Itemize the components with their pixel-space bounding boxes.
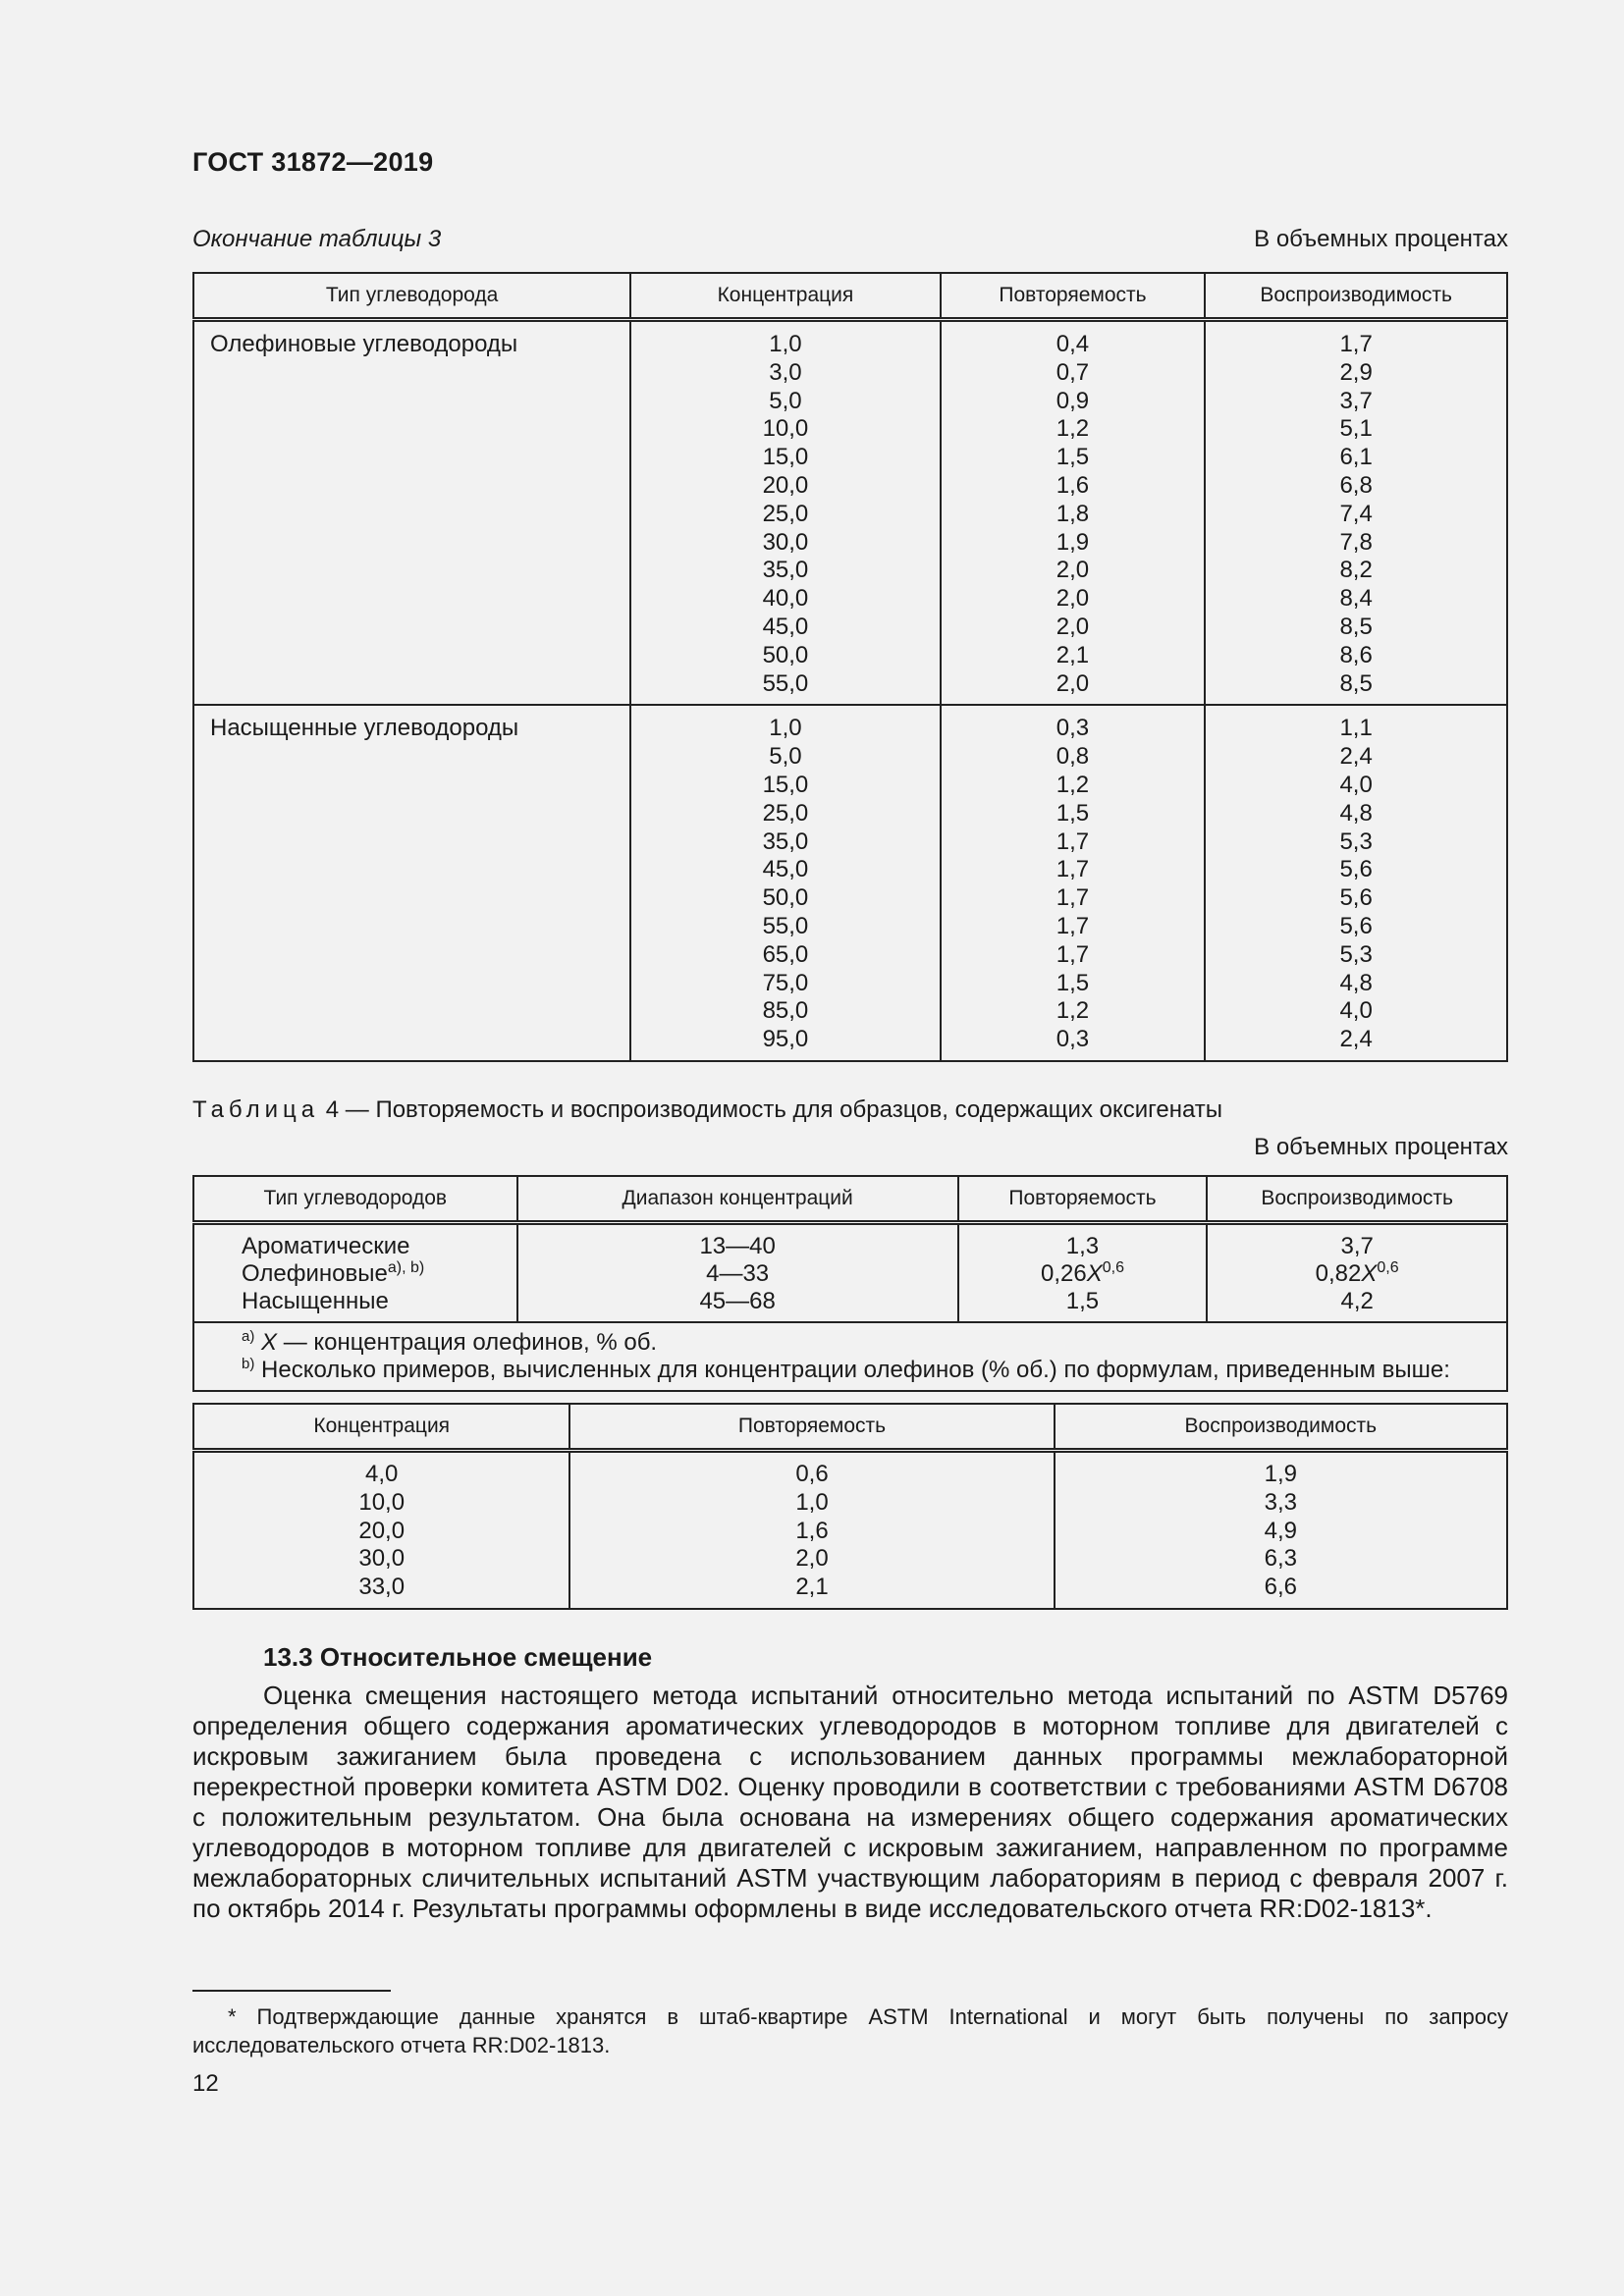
value-cell: 55,0	[762, 669, 809, 697]
section-heading: 13.3 Относительное смещение	[263, 1642, 653, 1672]
value-cell: 0,3	[1056, 1026, 1090, 1053]
value-cell: 7,4	[1339, 500, 1373, 527]
value-cell: 15,0	[762, 771, 809, 798]
value-cell: 0,3	[1056, 715, 1090, 742]
ex-concentration-cell	[193, 1451, 569, 1609]
value-cell: 5,6	[1339, 912, 1373, 939]
value-cell: 1,5	[1056, 444, 1090, 471]
value-cell: 5,6	[1339, 884, 1373, 912]
value-cell: 1,0	[795, 1488, 829, 1516]
value-cell: 2,0	[1056, 557, 1090, 584]
table4-caption-text: 4 — Повторяемость и воспроизводимость для образцов, содержащих оксигенаты	[319, 1096, 1223, 1123]
ex-col-header-repeatability: Повторяемость	[569, 1404, 1054, 1451]
value-cell: 4,0	[1339, 771, 1373, 798]
value-cell: 20,0	[358, 1517, 406, 1544]
ex-reproducibility-cell	[1055, 1451, 1507, 1609]
value-cell: 65,0	[762, 940, 809, 968]
repeatability-cell	[941, 705, 1206, 1061]
t4-type-olefin: Олефиновые$^{a), b)}$	[242, 1259, 425, 1287]
value-cell: 3,0	[769, 358, 802, 386]
table3-continuation-label: Окончание таблицы 3	[192, 226, 442, 252]
t4-rep-saturated: 1,5	[1065, 1288, 1100, 1314]
t4-col-header-type: Тип углеводородов	[193, 1176, 517, 1223]
value-cell: 1,9	[1056, 528, 1090, 556]
value-cell: 45,0	[762, 613, 809, 640]
t4-type-saturated: Насыщенные	[242, 1288, 389, 1314]
t4-type-aromatic: Ароматические	[242, 1233, 410, 1259]
ex-col-header-concentration: Концентрация	[193, 1404, 569, 1451]
document-header: ГОСТ 31872—2019	[192, 147, 434, 177]
value-cell: 95,0	[762, 1026, 809, 1053]
value-cell: 5,3	[1339, 940, 1373, 968]
value-cell: 4,0	[1339, 997, 1373, 1025]
value-cell: 30,0	[762, 528, 809, 556]
value-cell: 0,4	[1056, 331, 1090, 357]
page-number: 12	[192, 2070, 219, 2097]
col-header-reproducibility: Воспроизводимость	[1205, 273, 1507, 320]
value-cell: 7,8	[1339, 528, 1373, 556]
value-cell: 75,0	[762, 969, 809, 996]
value-cell: 1,7	[1056, 828, 1090, 855]
value-cell: 35,0	[762, 828, 809, 855]
value-cell: 1,0	[769, 331, 802, 357]
value-cell: 10,0	[762, 415, 809, 443]
value-cell: 45,0	[762, 856, 809, 883]
value-cell: 5,0	[769, 743, 802, 771]
value-cell: 35,0	[762, 557, 809, 584]
value-cell: 10,0	[358, 1488, 406, 1516]
value-cell: 1,9	[1264, 1461, 1297, 1487]
value-cell: 6,1	[1339, 444, 1373, 471]
t4-col-header-range: Диапазон концентраций	[517, 1176, 958, 1223]
t4-range-aromatic: 13—40	[699, 1233, 776, 1259]
value-cell: 3,7	[1339, 387, 1373, 414]
table-4-examples	[192, 1403, 1508, 1610]
table-row	[193, 1223, 1507, 1323]
value-cell: 55,0	[762, 912, 809, 939]
value-cell: 50,0	[762, 641, 809, 668]
value-cell: 15,0	[762, 444, 809, 471]
section-paragraph: Оценка смещения настоящего метода испытаний относительно метода испытаний по ASTM D5769 определения общего содержания ароматических углеводородов в моторном топливе для двигателей с искровым зажиганием была проведена с использованием данных программы межлабораторной перекрестной проверки комитета ASTM D02. Оценку проводили в соответствии с требованиями ASTM D6708 с положительным результатом. Она была основана на измерениях общего содержания ароматических углеводородов в моторном топливе для двигателей с искровым зажиганием, направленном по программе межлабораторных сличительных испытаний ASTM участвующим лабораториям в период с февраля 2007 г. по октябрь 2014 г. Результаты программы оформлены в виде исследовательского отчета RR:D02-1813*.	[192, 1681, 1508, 1923]
value-cell: 20,0	[762, 471, 809, 499]
value-cell: 0,7	[1056, 358, 1090, 386]
value-cell: 6,3	[1264, 1545, 1297, 1573]
value-cell: 5,1	[1339, 415, 1373, 443]
note-a: $^{a)}$ X — концентрация олефинов, % об.	[242, 1328, 658, 1356]
value-cell: 8,4	[1339, 585, 1373, 613]
hydrocarbon-type: Насыщенные углеводороды	[193, 705, 630, 1061]
value-cell: 1,7	[1056, 884, 1090, 912]
value-cell: 25,0	[762, 799, 809, 827]
value-cell: 0,8	[1056, 743, 1090, 771]
table4-units: В объемных процентах	[1254, 1134, 1508, 1160]
value-cell: 8,5	[1339, 613, 1373, 640]
value-cell: 1,8	[1056, 500, 1090, 527]
note-b: $^{b)}$ Несколько примеров, вычисленных для концентрации олефинов (% об.) по формулам, приведенным выше:	[242, 1356, 1450, 1383]
concentration-cell	[630, 320, 940, 706]
hydrocarbon-type: Олефиновые углеводороды	[193, 320, 630, 706]
t4-repro-saturated: 4,2	[1340, 1288, 1374, 1314]
value-cell: 85,0	[762, 997, 809, 1025]
col-header-concentration: Концентрация	[630, 273, 940, 320]
value-cell: 1,2	[1056, 771, 1090, 798]
value-cell: 2,0	[1056, 585, 1090, 613]
col-header-repeatability: Повторяемость	[941, 273, 1206, 320]
table-row	[193, 705, 1507, 1061]
value-cell: 4,8	[1339, 969, 1373, 996]
t4-range-olefin: 4—33	[706, 1260, 770, 1287]
value-cell: 1,7	[1056, 912, 1090, 939]
value-cell: 2,1	[1056, 641, 1090, 668]
value-cell: 4,0	[365, 1461, 399, 1487]
table-row	[193, 320, 1507, 706]
table3-units: В объемных процентах	[1254, 226, 1508, 252]
ex-col-header-reproducibility: Воспроизводимость	[1055, 1404, 1507, 1451]
t4-col-header-repeatability: Повторяемость	[958, 1176, 1208, 1223]
t4-rep-olefin: $0,26X^{0,6}$	[1040, 1259, 1124, 1287]
value-cell: 2,1	[795, 1574, 829, 1601]
table-3	[192, 272, 1508, 1062]
value-cell: 25,0	[762, 500, 809, 527]
value-cell: 5,6	[1339, 856, 1373, 883]
table-row	[193, 1451, 1507, 1609]
value-cell: 1,7	[1056, 856, 1090, 883]
table-4	[192, 1175, 1508, 1392]
value-cell: 1,1	[1339, 715, 1373, 742]
value-cell: 40,0	[762, 585, 809, 613]
repeatability-cell	[941, 320, 1206, 706]
reproducibility-cell	[1205, 705, 1507, 1061]
t4-col-header-reproducibility: Воспроизводимость	[1207, 1176, 1507, 1223]
value-cell: 8,6	[1339, 641, 1373, 668]
value-cell: 1,6	[1056, 471, 1090, 499]
value-cell: 2,0	[795, 1545, 829, 1573]
value-cell: 5,3	[1339, 828, 1373, 855]
table-notes-row	[193, 1322, 1507, 1391]
footnote: * Подтверждающие данные хранятся в штаб-квартире ASTM International и могут быть получены по запросу исследовательского отчета RR:D02-1813.	[192, 2004, 1508, 2057]
value-cell: 8,2	[1339, 557, 1373, 584]
ex-repeatability-cell	[569, 1451, 1054, 1609]
value-cell: 1,6	[795, 1517, 829, 1544]
table4-caption-word: Таблица	[192, 1096, 320, 1123]
value-cell: 6,6	[1264, 1574, 1297, 1601]
value-cell: 2,9	[1339, 358, 1373, 386]
t4-repro-aromatic: 3,7	[1340, 1233, 1374, 1259]
value-cell: 6,8	[1339, 471, 1373, 499]
value-cell: 1,7	[1339, 331, 1373, 357]
value-cell: 2,4	[1339, 743, 1373, 771]
value-cell: 3,3	[1264, 1488, 1297, 1516]
value-cell: 0,9	[1056, 387, 1090, 414]
value-cell: 2,4	[1339, 1026, 1373, 1053]
concentration-cell	[630, 705, 940, 1061]
t4-repro-olefin: $0,82X^{0,6}$	[1315, 1259, 1399, 1287]
value-cell: 1,5	[1056, 969, 1090, 996]
value-cell: 30,0	[358, 1545, 406, 1573]
t4-range-saturated: 45—68	[699, 1288, 776, 1314]
value-cell: 8,5	[1339, 669, 1373, 697]
value-cell: 0,6	[795, 1461, 829, 1487]
reproducibility-cell	[1205, 320, 1507, 706]
value-cell: 33,0	[358, 1574, 406, 1601]
value-cell: 1,5	[1056, 799, 1090, 827]
col-header-type: Тип углеводорода	[193, 273, 630, 320]
value-cell: 1,2	[1056, 997, 1090, 1025]
value-cell: 1,7	[1056, 940, 1090, 968]
value-cell: 1,0	[769, 715, 802, 742]
value-cell: 2,0	[1056, 669, 1090, 697]
value-cell: 5,0	[769, 387, 802, 414]
value-cell: 2,0	[1056, 613, 1090, 640]
value-cell: 1,2	[1056, 415, 1090, 443]
footnote-divider	[192, 1990, 391, 1992]
table4-caption	[192, 1096, 1222, 1124]
value-cell: 4,8	[1339, 799, 1373, 827]
value-cell: 4,9	[1264, 1517, 1297, 1544]
t4-rep-aromatic: 1,3	[1065, 1233, 1100, 1259]
value-cell: 50,0	[762, 884, 809, 912]
